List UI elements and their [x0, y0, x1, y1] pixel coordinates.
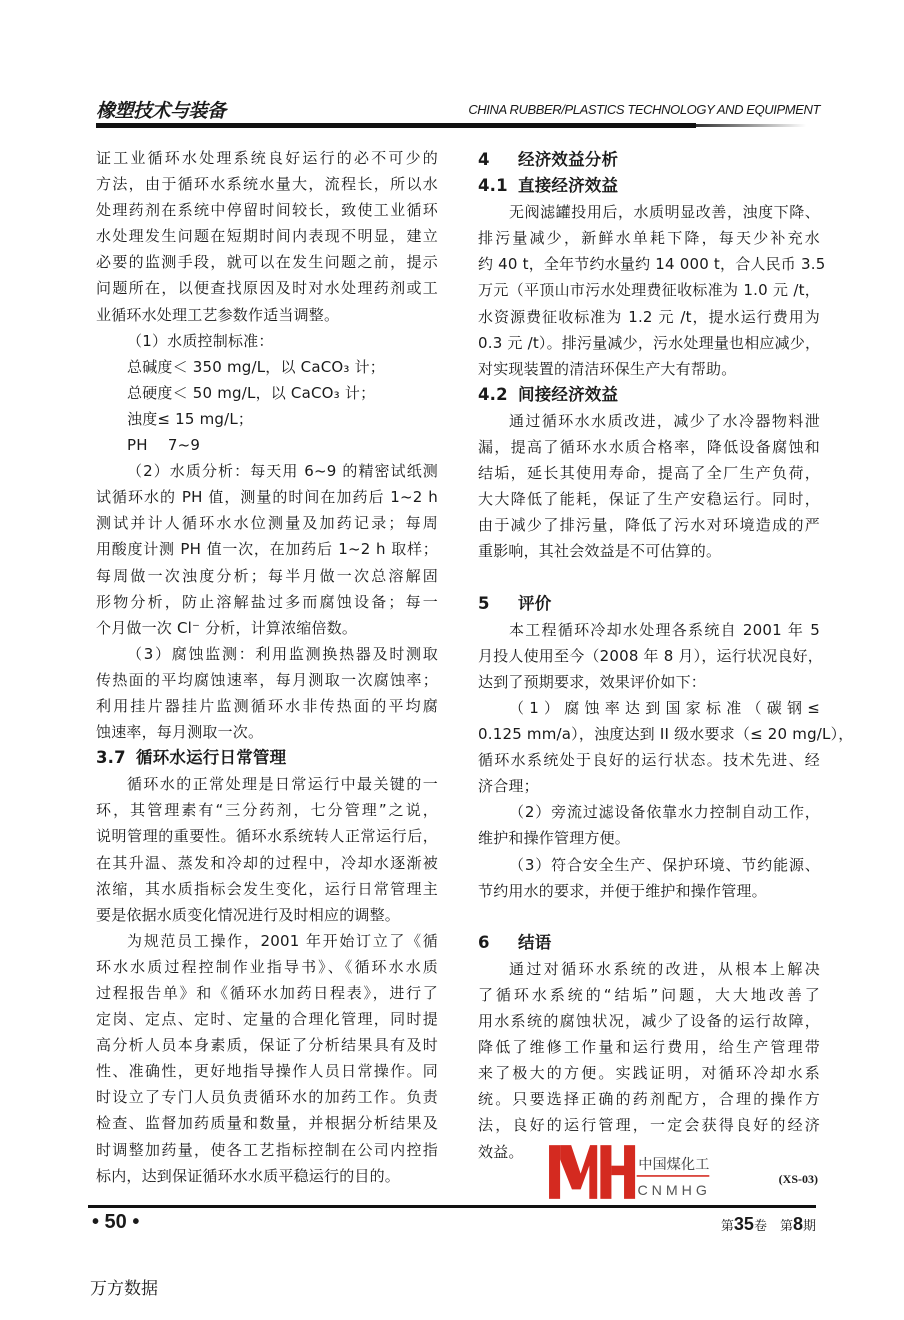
section-heading: [478, 382, 820, 408]
text-line: 方法，由于循环水系统水量大，流程长，所以水: [96, 175, 438, 194]
text-line: 必要的监测手段，就可以在发生问题之前，提示: [96, 253, 438, 272]
page-number: • 50 •: [92, 1211, 140, 1233]
text-line: 每周做一次浊度分析；每半月做一次总溶解固: [96, 566, 438, 585]
text-line: 环，其管理素有“三分药剂，七分管理”之说，: [96, 801, 438, 820]
text-line: 济合理；: [478, 777, 539, 796]
text-line: 环水水质过程控制作业指导书》、《循环水水质: [96, 957, 438, 976]
section-title: 循环水运行日常管理: [136, 748, 287, 768]
text-line: 证工业循环水处理系统良好运行的必不可少的: [96, 149, 438, 167]
section-title: 间接经济效益: [518, 384, 619, 404]
text-line: 本工程循环冷却水处理各系统自 2001 年 5: [509, 620, 820, 639]
text-line: 万元（平顶山市污水处理费征收标准为 1.0 元 /t，: [478, 281, 820, 300]
text-line: 在其升温、蒸发和冷却的过程中，冷却水逐渐被: [96, 853, 438, 872]
header-rule-fade: [696, 124, 806, 127]
paragraph-gap: [478, 904, 820, 930]
section-heading: [478, 930, 820, 956]
text-line: 循环水的正常处理是日常运行中最关键的一: [127, 775, 438, 794]
text-line: 过程报告单》和《循环水加药日程表》，进行了: [96, 984, 438, 1002]
text-line: 处理药剂在系统中停留时间较长，致使工业循环: [96, 201, 438, 220]
text-line: （3）符合安全生产、保护环境、节约能源、: [509, 855, 820, 874]
section-title: 结语: [518, 932, 552, 952]
text-line: 试循环水的 PH 值，测量的时间在加药后 1~2 h: [96, 488, 438, 507]
text-line: 传热面的平均腐蚀速率，每月测取一次腐蚀率；: [96, 670, 438, 689]
section-number: 5: [478, 593, 490, 613]
paragraph-gap: [478, 565, 820, 591]
text-line: 测试并计人循环水水位测量及加药记录；每周: [96, 514, 438, 533]
journal-title-cn: 橡塑技术与装备: [96, 100, 226, 122]
text-line: 定岗、定点、定时、定量的合理化管理，同时提: [96, 1010, 438, 1029]
text-line: 降低了维修工作量和运行费用，给生产管理带: [478, 1038, 820, 1057]
text-line: 节约用水的要求，并便于维护和操作管理。: [478, 881, 767, 900]
text-line: 重影响，其社会效益是不可估算的。: [478, 542, 722, 561]
text-line: 维护和操作管理方便。: [478, 829, 631, 848]
text-line: 无阀滤罐投用后，水质明显改善，浊度下降、: [509, 203, 820, 222]
section-number: 6: [478, 932, 490, 952]
section-title: 直接经济效益: [518, 176, 619, 196]
text-line: 0.3 元 /t）。排污量减少，污水处理量也相应减少，: [478, 333, 821, 352]
left-column: [96, 145, 438, 1189]
text-line: （3）腐蚀监测：利用监测换热器及时测取: [127, 644, 438, 663]
watermark-mh-mark: [549, 1145, 635, 1199]
text-line: 浓缩，其水质指标会发生变化，运行日常管理主: [96, 879, 438, 898]
text-line: 形物分析，防止溶解盐过多而腐蚀设备；每一: [96, 592, 438, 611]
watermark-en: CNMHG: [637, 1182, 711, 1199]
source-label: 万方数据: [90, 1279, 158, 1299]
text-line: 循环水系统处于良好的运行状态。技术先进、经: [478, 751, 820, 770]
text-line: 漏，提高了循环水水质合格率，降低设备腐蚀和: [478, 438, 820, 457]
text-line: 大大降低了能耗，保证了生产安稳运行。同时，: [478, 490, 820, 509]
text-line: 了循环水系统的“结垢”问题，大大地改善了: [478, 986, 820, 1004]
text-line: 约 40 t，全年节约水量约 14 000 t，合人民币 3.5: [478, 255, 826, 274]
section-number: 4: [478, 150, 490, 169]
text-line: 结垢，延长其使用寿命，提高了全厂生产负荷，: [478, 464, 820, 483]
text-line: （2）旁流过滤设备依靠水力控制自动工作，: [509, 803, 820, 822]
text-line: 说明管理的重要性。循环水系统转人正常运行后，: [96, 827, 438, 846]
article-code: (XS-03): [778, 1172, 818, 1186]
text-line: 要是依据水质变化情况进行及时相应的调整。: [96, 905, 401, 924]
section-heading: [478, 591, 820, 617]
watermark-logo: [545, 1142, 711, 1202]
section-heading: [478, 147, 820, 173]
text-line: 个月做一次 Cl⁻ 分析，计算浓缩倍数。: [96, 618, 358, 637]
text-line: 时调整加药量，使各工艺指标控制在公司内控指: [96, 1140, 438, 1159]
text-line: 法，良好的运行管理，一定会获得良好的经济: [478, 1116, 820, 1135]
section-title: 评价: [518, 593, 552, 613]
text-line: （2）水质分析：每天用 6~9 的精密试纸测: [127, 462, 438, 481]
text-line: PH 7~9: [127, 436, 201, 455]
footer-rule: [88, 1205, 816, 1208]
header-rule: [96, 123, 696, 128]
text-line: 通过循环水水质改进，减少了水冷器物料泄: [509, 411, 820, 430]
watermark-cn: 中国煤化工: [638, 1156, 710, 1173]
section-number: 4.1: [478, 176, 508, 196]
section-heading: [96, 745, 438, 771]
text-line: 总碱度＜ 350 mg/L，以 CaCO₃ 计；: [127, 357, 386, 376]
text-line: 总硬度＜ 50 mg/L，以 CaCO₃ 计；: [127, 383, 376, 402]
text-line: 统。只要选择正确的药剂配方，合理的操作方: [478, 1090, 820, 1109]
text-line: 达到了预期要求，效果评价如下：: [478, 672, 707, 691]
text-line: 通过对循环水系统的改进，从根本上解决: [509, 959, 820, 978]
text-line: 排污量减少，新鲜水单耗下降，每天少补充水: [478, 229, 820, 248]
text-line: （1）腐蚀率达到国家标准（碳钢≤: [509, 698, 820, 717]
text-line: 对实现装置的清洁环保生产大有帮助。: [478, 359, 737, 378]
text-line: （1）水质控制标准：: [127, 331, 274, 350]
text-line: 蚀速率，每月测取一次。: [96, 723, 264, 742]
section-title: 经济效益分析: [518, 150, 619, 169]
text-line: 来了极大的方便。实践证明，对循环冷却水系: [478, 1064, 820, 1083]
text-line: 高分析人员本身素质，保证了分析结果具有及时: [96, 1036, 438, 1055]
text-line: 检查、监督加药质量和数量，并根据分析结果及: [96, 1114, 438, 1133]
text-line: 由于减少了排污量，降低了污水对环境造成的严: [478, 516, 820, 535]
text-line: 0.125 mm/a），浊度达到 II 级水要求（≤ 20 mg/L），: [478, 725, 854, 744]
text-line: 标内，达到保证循环水水质平稳运行的目的。: [96, 1166, 401, 1185]
text-line: 利用挂片器挂片监测循环水非传热面的平均腐: [96, 696, 438, 715]
text-line: 效益。: [478, 1142, 524, 1161]
section-number: 4.2: [478, 384, 508, 404]
text-line: 时设立了专门人员负责循环水的加药工作。负责: [96, 1088, 438, 1107]
text-line: 为规范员工操作，2001 年开始订立了《循: [127, 931, 438, 950]
text-line: 水资源费征收标准为 1.2 元 /t，提水运行费用为: [478, 307, 820, 326]
text-line: 月投人使用至今（2008 年 8 月），运行状况良好，: [478, 646, 823, 665]
section-heading: [478, 173, 820, 199]
section-number: 3.7: [96, 748, 126, 768]
text-line: 水处理发生问题在短期时间内表现不明显，建立: [96, 227, 438, 246]
text-line: 用水系统的腐蚀状况，减少了设备的运行故障，: [478, 1012, 820, 1031]
text-line: 问题所在，以便查找原因及时对水处理药剂或工: [96, 279, 438, 298]
volume-issue: 第35卷 第8期: [720, 1214, 816, 1234]
journal-title-en: CHINA RUBBER/PLASTICS TECHNOLOGY AND EQUIPMENT: [468, 102, 820, 117]
text-line: 性、准确性，更好地指导操作人员日常操作。同: [96, 1062, 438, 1081]
text-line: 用酸度计测 PH 值一次，在加药后 1~2 h 取样；: [96, 540, 438, 559]
text-line: 浊度≤ 15 mg/L；: [127, 409, 254, 428]
right-column: [478, 147, 854, 1165]
text-line: 业循环水处理工艺参数作适当调整。: [96, 305, 340, 324]
